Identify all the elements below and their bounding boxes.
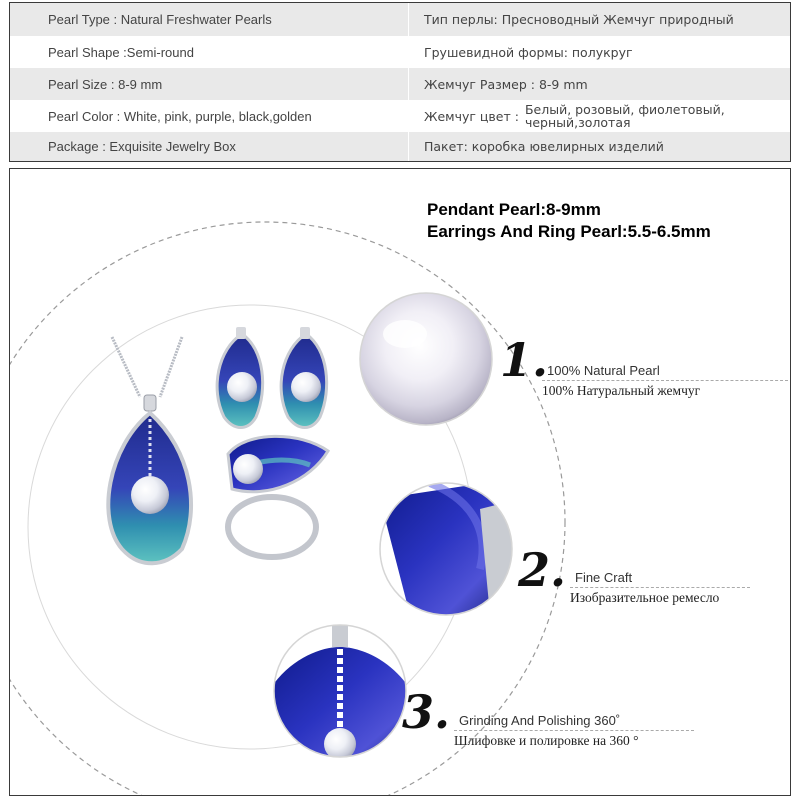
feature-1-number: 1. [500,333,549,387]
spec-size-ru: Жемчуг Размер : 8-9 mm [408,68,790,100]
spec-row-type [10,3,790,36]
spec-color-ru-line1: Белый, розовый, фиолетовый, [524,102,725,117]
spec-row-color [10,100,790,132]
spec-shape-en: Pearl Shape :Semi-round [48,44,194,60]
pendant-pearl-size: Pendant Pearl:8-9mm [427,200,601,219]
spec-color-ru-label: Жемчуг цвет : [424,108,519,124]
spec-row-size [10,68,790,100]
spec-shape-ru: Грушевидной формы: полукруг [408,36,790,68]
feature-3-number: 3. [402,685,451,739]
earrings [217,327,327,428]
spec-package-en: Package : Exquisite Jewelry Box [48,139,236,154]
feature-2-divider [570,587,750,588]
ring [228,436,328,557]
pearl-closeup [360,293,492,425]
spec-row-package [10,132,790,161]
spec-type-ru: Тип перлы: Пресноводный Жемчуг природный [408,3,790,36]
feature-1-divider [542,380,788,381]
polish-closeup [270,619,410,769]
spec-color-ru [408,100,790,132]
feature-2-title: Fine Craft [575,570,633,585]
product-panel [9,168,791,796]
spec-package-ru: Пакет: коробка ювелирных изделий [408,132,790,161]
pendant-necklace [108,337,191,563]
craft-closeup [380,479,520,615]
spec-color-ru-line2: черный,золотая [524,115,631,130]
spec-table [9,2,791,162]
spec-type-en: Pearl Type : Natural Freshwater Pearls [48,12,272,27]
spec-color-en: Pearl Color : White, pink, purple, black,golden [48,108,312,124]
feature-2-subtitle: Изобразительное ремесло [570,590,720,605]
spec-row-shape [10,36,790,68]
spec-size-en: Pearl Size : 8-9 mm [48,76,163,92]
feature-3-divider [454,730,694,731]
feature-2-number: 2. [518,543,567,597]
pearl-size-heading [427,199,711,243]
feature-3-subtitle: Шлифовке и полировке на 360 ° [454,733,639,748]
spec-color-ru-values [525,103,725,129]
feature-1-subtitle: 100% Натуральный жемчуг [542,383,701,398]
earrings-ring-pearl-size: Earrings And Ring Pearl:5.5-6.5mm [427,222,711,241]
product-illustration [10,169,791,796]
feature-3-title: Grinding And Polishing 360˚ [459,713,621,728]
feature-1-title: 100% Natural Pearl [547,363,660,378]
